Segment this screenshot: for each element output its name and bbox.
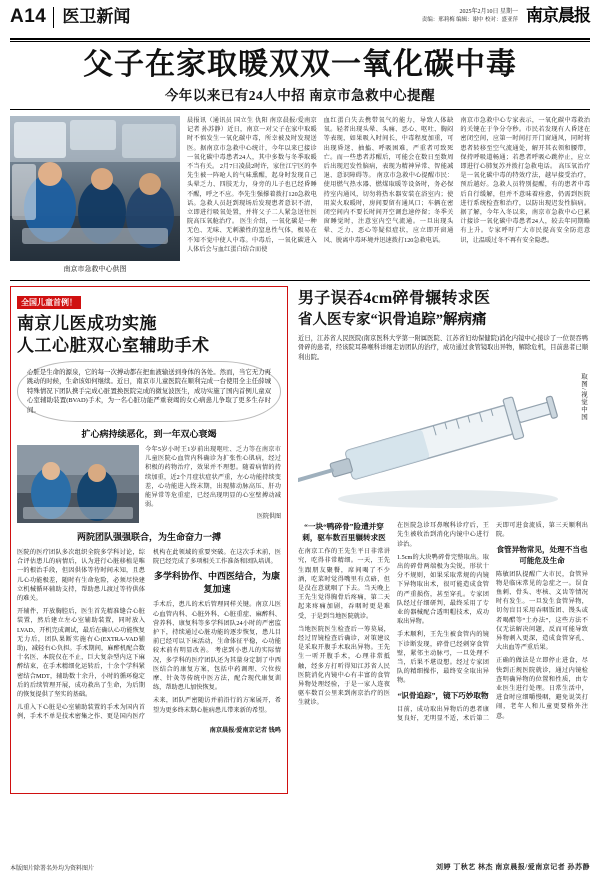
section-title: 医卫新闻 [62, 7, 131, 26]
left-article-lede: 心脏是生命的源泉，它的每一次搏动都在把血液输送到身体的各处。然而，当它无力再跳动的时候，生命该如何继续。近日，南京市儿童医院在顺利完成一台使用全主任薛城特殊情况下团队携手完成心脏置换医院完成的微复波医生，成功实施了国内首例儿童双心室辅助装置(BVAD)手术，为一名心脏功能严重衰竭的女心病患儿争取了更多生存时间。 [17, 361, 281, 422]
left-article-headline [17, 313, 281, 357]
left-subhead-1: 扩心病持续恶化，到一年双心衰竭 [81, 429, 217, 440]
left-article-photo [17, 445, 139, 523]
bottom-section [10, 286, 590, 794]
masthead-rule-thin [10, 41, 590, 42]
left-subhead-3: 多学科协作、中西医结合，为康复加速 [153, 571, 280, 595]
left-article-kicker: 全国儿童首例！ [17, 296, 81, 309]
left-subhead-2: 两院团队强强联合，为生命奋力一搏 [76, 532, 221, 543]
right-body-p4: 1.5cm的大块鸭碎骨完整取出。取出的碎骨两端极为尖锐，形状十分不规则，如果采取常规的内镜下异物取出术，很可能造成食管的严重损伤，甚至穿孔。专家团队经过仔细研判，最终采用了专业的器械配合透明帽技术，成功取出异物。 [397, 553, 489, 626]
left-body-p4: 手术后，患儿的术后管理同样关键。南京儿医心血管内科、心脏外科、心脏重症、麻醉科、营养科、康复科等多学科团队24小时的严密监护下，持续通过心脏功能的逐步恢复，患儿目前已经可以下床活动，生命体征平稳，心功能较术前有明显改善。 考虑到小患儿的实际情况，多学科的医疗团队还为其量身定制了中西医结合的康复方案，包括中药调理、穴位按摩、针灸等传统中医方法，配合现代康复训练，帮助患儿加快恢复。 [153, 601, 281, 692]
footer-byline: 刘婷 丁秋艺 林杰 南京晨报/爱南京记者 孙苏静 [436, 863, 590, 871]
left-body-columns [17, 548, 281, 722]
newspaper-logo: 南京晨报 [526, 6, 590, 25]
left-photo-caption: 医院供图 [256, 514, 281, 521]
right-subhead-1: “一块“鸭碎骨”险遭并穿刺，驱车数百里辗转求医 [302, 522, 386, 543]
left-body-p2: 开辅件，开放胸腔后，医生首先精准缝合心脏装置，然后建立左心室辅助装置，同时放入LVAD、开机完成调试，最后在确认心功能恢复无力后，团队果断实施右心(EXTRA-VAD辅助)，减轻右心负担。手术期间，麻醉机配合数十名医、本院仅在不止，巨大复杂型内这下麻醉结束，在手术精细化运转后，十余个学科紧密结合MDT，辅助数十余升，小时的循环稳定后的后续管理开展，成功救出了生命，为后期的恢复提供了坚实的基础。 [17, 608, 145, 699]
masthead-meta [422, 6, 526, 24]
page-folio: A14 [10, 6, 47, 27]
right-body-columns [298, 521, 588, 723]
right-subhead-2: “识骨追踪”，镜下巧妙取物 [397, 690, 489, 700]
mid-page-rule [10, 280, 590, 281]
left-article [10, 286, 288, 794]
right-article-image [298, 367, 588, 517]
left-body-p3: 儿重入下心脏是心室辅助装置的手术为国内首例，手术不单是技术密集之作、更是国内医疗机构在此领域的重要突破。在这次手术前，医院已经完成了多项相关工作准备和团队培训。 [17, 549, 281, 721]
masthead-rule-thick [10, 38, 590, 40]
left-body-p1: 医院的医疗团队多次组织全院多学科讨论，综合评估患儿的病情后，认为进行心脏移植是唯一的根治手段，但因供体等待时间未知，且患儿心功能极差，随时有生命危险，必须尽快建立机械循环辅助支持，帮助患儿渡过等待供体的难关。 [17, 549, 145, 603]
lead-block [10, 116, 590, 274]
lead-headline: 父子在家取暖双双一氧化碳中毒 [83, 48, 517, 81]
lead-column-2: 血红蛋白失去携带氧气的能力，导致人体缺氧。轻者出现头晕、头痛、恶心、呕吐、胸闷等表现，如果吸入时间长，中毒程度加重，可出现昏迷、抽搐、呼吸困难，严重者可致死亡。而一些患者苏醒后，可能会在数日至数周后出现迟发性脑病，表现为精神异常、智能减退、意识障碍等。 南京市急救中心提醒市民：使用燃气热水器、燃煤取暖等设备时，务必保持室内通风，切勿将热水器安装在浴室内；使用炭火取暖时，房间要留有通风口；车辆在密闭空间内不要长时间开空调怠速停留；冬季关窗睡觉时，注意室内空气流通。一旦出现头晕、乏力、恶心等疑似症状，应立即开窗通风、脱离中毒环境并迅速拨打120急救电话。 [323, 117, 454, 244]
right-body-p5: 手术顺利，王先生被食管内的镜下诊断发现，碎骨已经刺穿食管壁，紧邻主动脉弓，一旦处理不当，后果不堪设想。经过专家团队的精细操作，最终安全取出异物。 [397, 631, 489, 685]
right-headline-line1: 男子误吞4cm碎骨辗转求医 [298, 290, 491, 307]
right-body-p3: 在医院急诊耳鼻喉科诊疗后，王先生被收治到消化内镜中心进行诊治。 [397, 522, 489, 548]
right-article-lede: 近日，江苏省人民医院(南京医科大学第一附属医院、江苏省妇幼保健院)消化内镜中心接诊了一位误吞鸭骨碎的患者，经该院耳鼻喉科详细走访团队的治疗，成功通过食管镜取出异物，解除危机，目前患者已顺利出院。 [298, 335, 588, 361]
masthead [10, 6, 590, 36]
left-headline-line2: 人工心脏双心室辅助手术 [17, 336, 210, 355]
left-body-p5: 未来，团队严密随访并前沿行的方案展开，希望为更多终末期心脏病患儿带来新的希望。 [153, 697, 281, 714]
left-article-byline: 南京晨报/爱南京记者 钱鸣 [209, 726, 281, 734]
lead-text-columns [187, 116, 590, 274]
lead-photo [10, 116, 180, 261]
page-footer [10, 862, 590, 872]
left-headline-line1: 南京儿医成功实施 [17, 314, 157, 333]
right-body-p1: 在南京工作的王先生平日非常讲究，吃得非常精细。一天，王先生跟朋友聚餐，席间喝了不少酒，吃菜时觉得嘴里有点硌，但是没在意就咽了下去。当天晚上王先生觉得胸骨后疼痛，第二天起来疼痛加剧，吞咽时更是难受，于是到当地医院就诊。 [298, 548, 390, 620]
right-body-p6: 目前，成功取出异物后的患者康复良好，无明显不适，术后第二天即可进食流质，第三天顺利出院。 [397, 522, 588, 722]
footer-note: 本版图片除署名外均为资料图片 [10, 866, 95, 872]
lead-photo-caption: 南京市急救中心供图 [63, 265, 127, 273]
masthead-date: 2025年2月10日 星期一 [459, 9, 518, 15]
lead-subheadline: 今年以来已有24人中招 南京市急救中心提醒 [164, 88, 436, 103]
right-body-p8: 正确的做法是立即停止进食，尽快到正规医院就诊，通过内镜检查明确异物的位置和性质，由专业医生进行处理。日常生活中，进食时应细嚼慢咽，避免说笑打闹，老年人和儿童更要格外注意。 [496, 657, 588, 720]
masthead-right [422, 6, 590, 26]
right-subhead-3: 食管异物常见，处理不当也可能危及生命 [496, 544, 588, 565]
right-headline-line2: 省人医专家“识骨追踪”解病痛 [298, 312, 487, 328]
right-image-caption: 取图/视觉中国 [580, 373, 587, 422]
lead-rule [10, 109, 590, 110]
right-body-p7: 陈敏团队提醒广大市民，食管异物是临床常见的急症之一。误食鱼刺、骨头、枣核、义齿等情况时有发生。一旦发生食管异物，切勿盲目采用吞咽饭团、馒头或者喝醋等“土办法”，这些方法不仅无法解决问题，反而可能导致异物刺入更深，造成食管穿孔、大出血等严重后果。 [496, 570, 588, 652]
lead-column-1: 晨报讯（通讯员 国立生 仇阳 南京晨报/爱南京记者 孙苏静）近日，南京一对父子在家中取暖时不慎发生一氧化碳中毒，所幸被及时发现送医。据南京市急救中心统计，今年以来已接诊一氧化碳中毒患者24人，其中多数与冬季取暖不当有关。 2月7日凌晨2时许，家住江宁区的李先生被一阵呛人的气味熏醒，起身时发现自己头晕乏力、四肢无力，身旁的儿子也已经昏睡不醒，呼之不应。李先生强撑着拨打120急救电话。急救人员赶到现场后发现患者意识不清，立即进行吸氧处置，并将父子二人紧急送往医院高压氧舱治疗。 医生介绍，一氧化碳是一种无色、无味、无刺激性的窒息性气体，极易在不知不觉中使人中毒。中毒后，一氧化碳进入人体后会与血红蛋白结合而使 [187, 117, 317, 253]
lead-photo-container [10, 116, 180, 274]
right-article [296, 286, 590, 794]
left-body-intro: 今年5岁小时王1岁前出现呕吐、乏力等在南京市儿童医院心血管内科确诊为扩张性心肌病，经过积极的药物治疗，效果并不理想。随着病情的持续加重，近2个月症状症状严重，左心功能持续变差，心功能进入终末期，出现肺动脉高压、肝功能异常等危重症，已经出现明显的心室壁搏动减弱。 [145, 446, 281, 509]
right-body-p2: 当地医院医生检查后一筹莫展，经过胃镜检查后确诊，对策建议是采取开腹手术取出异物。王先生一听开腹手术，心理非常抵触，经多方打听得知江苏省人民医院消化内镜中心有丰富的食管异物处理经验，于是一家人连夜驱车数百公里来到南京治疗的医生就诊。 [298, 625, 390, 707]
masthead-credits: 责编：邢莉梅 编辑：谢中 校对：盛亚萍 [421, 17, 518, 23]
lead-column-3: 南京市急救中心专家表示，一氧化碳中毒救治的关键在于争分夺秒。市民若发现有人昏迷在密闭空间，应第一时间打开门窗通风，同时将患者转移至空气流通处，解开其衣领和腰带，保持呼吸道畅通；若患者呼吸心跳停止，应立即进行心肺复苏并拨打急救电话。 高压氧治疗是一氧化碳中毒的特效疗法，越早接受治疗，预后越好。急救人员特别提醒，有的患者中毒后自行缓解，但并不意味着痊愈，仍需到医院进行系统检查和治疗，以防出现迟发性脑病。 据了解，今年入冬以来，南京市急救中心已累计接诊一氧化碳中毒患者24人，较去年同期略有上升。专家呼吁广大市民提高安全防范意识，让温暖过冬不再有安全隐患。 [460, 117, 591, 244]
